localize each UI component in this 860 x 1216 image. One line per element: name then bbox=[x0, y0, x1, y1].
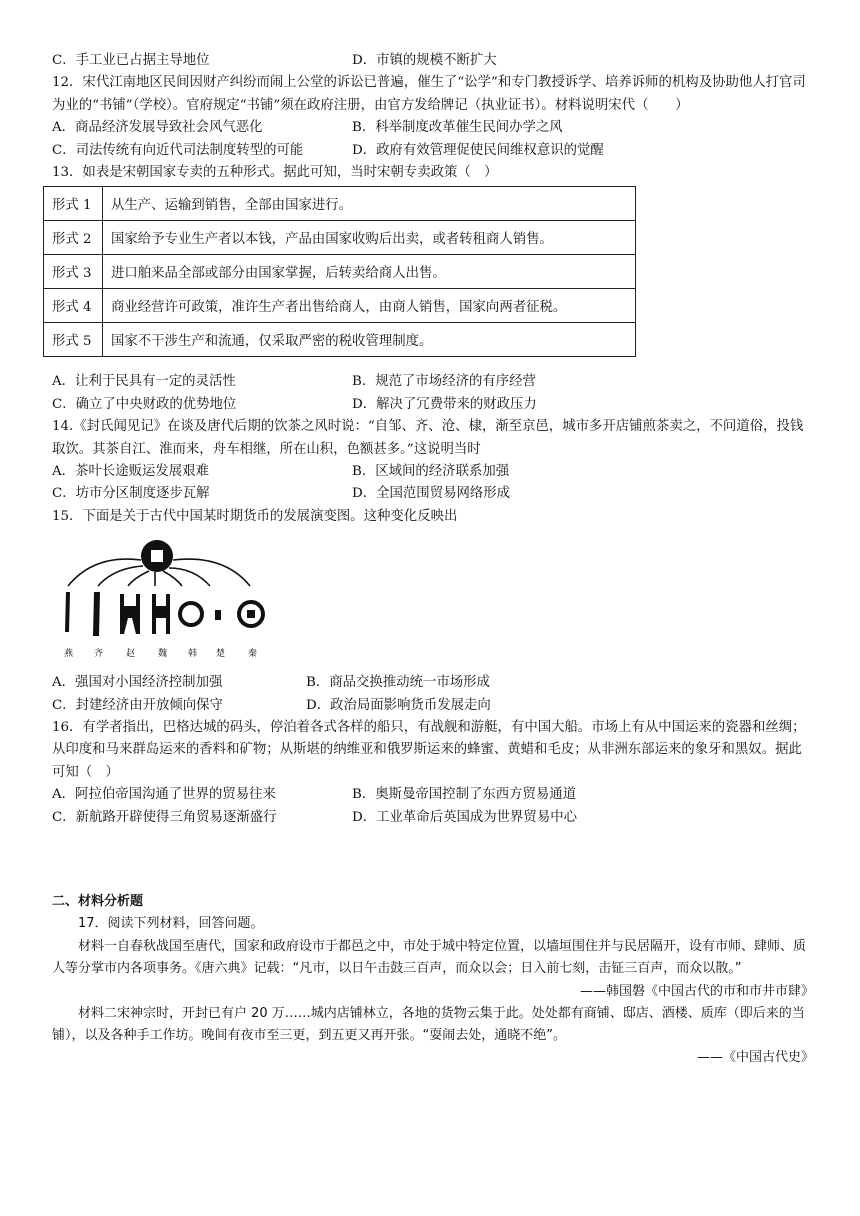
q15-option-c[interactable]: C．封建经济由开放倾向保守 bbox=[52, 697, 223, 713]
qi-knife-coin bbox=[93, 592, 100, 636]
q12-option-c[interactable]: C．司法传统有向近代司法制度转型的可能 bbox=[52, 142, 304, 158]
q14-options-row2 bbox=[52, 483, 814, 505]
yan-knife-coin bbox=[65, 592, 70, 632]
state-label: 燕 bbox=[64, 649, 74, 660]
q15-options-row1 bbox=[52, 672, 814, 694]
q16-option-a[interactable]: A．阿拉伯帝国沟通了世界的贸易往来 bbox=[52, 787, 276, 803]
form-description: 进口舶来品全部或部分由国家掌握，后转卖给商人出售。 bbox=[103, 255, 636, 289]
q11-option-d[interactable]: D．市镇的规模不断扩大 bbox=[352, 53, 497, 68]
table-row bbox=[44, 221, 636, 255]
han-round-coin bbox=[180, 603, 202, 625]
form-label: 形式 1 bbox=[44, 187, 103, 221]
exam-page bbox=[52, 50, 814, 1069]
form-description: 国家给予专业生产者以本钱，产品由国家收购后出卖，或者转租商人销售。 bbox=[103, 221, 636, 255]
material-1-source: ——韩国磐《中国古代的市和市井市肆》 bbox=[579, 983, 814, 999]
zhao-spade-coin bbox=[120, 594, 140, 634]
form-description: 商业经营许可政策，准许生产者出售给商人，由商人销售，国家向两者征税。 bbox=[103, 289, 636, 323]
form-label: 形式 4 bbox=[44, 289, 103, 323]
q13-option-b[interactable]: B．规范了市场经济的有序经营 bbox=[352, 374, 536, 390]
q15-option-d[interactable]: D．政治局面影响货币发展走向 bbox=[306, 697, 491, 713]
q12-options-row2 bbox=[52, 140, 814, 162]
q12-options-row1 bbox=[52, 117, 814, 139]
q13-options-row2 bbox=[52, 394, 814, 416]
coin-square-hole bbox=[151, 550, 163, 562]
q12-option-a[interactable]: A．商品经济发展导致社会风气恶化 bbox=[52, 120, 263, 136]
q13-option-a[interactable]: A．让利于民具有一定的灵活性 bbox=[52, 374, 236, 390]
table-row bbox=[44, 289, 636, 323]
q16-stem: 16．有学者指出，巴格达城的码头，停泊着各式各样的船只，有战舰和游艇，有中国大船。市场上有从中国运来的瓷器和丝绸；从印度和马来群岛运来的香料和矿物；从斯堪的纳维亚和俄罗斯运来的蜂蜜、黄蜡和毛皮；从非洲东部运来的象牙和黑奴。据此可知（ ） bbox=[52, 719, 806, 780]
q14-option-c[interactable]: C．坊市分区制度逐步瓦解 bbox=[52, 486, 210, 502]
q15-option-b[interactable]: B．商品交换推动统一市场形成 bbox=[306, 675, 490, 691]
q16-option-d[interactable]: D．工业革命后英国成为世界贸易中心 bbox=[352, 809, 577, 825]
q14-stem: 14.《封氏闻见记》在谈及唐代后期的饮茶之风时说：“自邹、齐、沧、棣，渐至京邑，城市多开店铺煎茶卖之，不问道俗，投钱取饮。其茶自江、淮而来，舟车相继，所在山积，色额甚多。”这说明当时 bbox=[52, 419, 804, 457]
table-row bbox=[44, 255, 636, 289]
q14-options-row1 bbox=[52, 461, 814, 483]
material-2-source: ——《中国古代史》 bbox=[696, 1050, 814, 1066]
form-description: 国家不干涉生产和流通，仅采取严密的税收管理制度。 bbox=[103, 323, 636, 357]
q13-option-c[interactable]: C．确立了中央财政的优势地位 bbox=[52, 396, 237, 412]
material-2: 材料二宋神宗时，开封已有户 20 万……城内店铺林立，各地的货物云集于此。处处都有商铺、邸店、酒楼、质库（即后来的当铺），以及各种手工作坊。晚间有夜市至三更，到五更又再开张。“耍闹去处，通晓不绝”。 bbox=[52, 1005, 805, 1043]
currency-evolution-figure bbox=[54, 534, 274, 666]
form-label: 形式 5 bbox=[44, 323, 103, 357]
table-row bbox=[44, 323, 636, 357]
q17-stem: 17．阅读下列材料，回答问题。 bbox=[78, 916, 264, 932]
state-label: 齐 bbox=[94, 649, 104, 660]
form-label: 形式 2 bbox=[44, 221, 103, 255]
q13-monopoly-table bbox=[43, 186, 636, 357]
q13-options-row1 bbox=[52, 371, 814, 393]
q12-option-b[interactable]: B．科举制度改革催生民间办学之风 bbox=[352, 120, 563, 136]
q13-option-d[interactable]: D．解决了冗费带来的财政压力 bbox=[352, 396, 537, 412]
section-title: 二、材料分析题 bbox=[52, 893, 144, 909]
q16-options-row2 bbox=[52, 807, 814, 829]
q11-options bbox=[52, 50, 814, 72]
table-row bbox=[44, 187, 636, 221]
q15-option-a[interactable]: A．强国对小国经济控制加强 bbox=[52, 675, 223, 691]
form-description: 从生产、运输到销售，全部由国家进行。 bbox=[103, 187, 636, 221]
q16-options-row1 bbox=[52, 784, 814, 806]
q14-option-d[interactable]: D．全国范围贸易网络形成 bbox=[352, 486, 511, 502]
q14-option-b[interactable]: B．区域间的经济联系加强 bbox=[352, 463, 510, 479]
q14-option-a[interactable]: A．茶叶长途贩运发展艰难 bbox=[52, 463, 209, 479]
state-label: 韩 bbox=[188, 649, 198, 660]
state-label: 秦 bbox=[248, 649, 258, 660]
material-1: 材料一自春秋战国至唐代，国家和政府设市于都邑之中，市处于城中特定位置，以墙垣围住并与民居隔开，设有市师、肆师、质人等分掌市内各项事务。《唐六典》记载：“凡市，以日午击鼓三百声，而众以会；日入前七刻，击钲三百声，而众以散。” bbox=[52, 938, 807, 977]
chu-ant-nose-coin bbox=[215, 610, 221, 620]
currency-evolution-diagram bbox=[54, 534, 274, 666]
state-label: 楚 bbox=[216, 649, 226, 660]
wei-spade-coin bbox=[152, 594, 170, 634]
q13-stem: 13．如表是宋朝国家专卖的五种形式。据此可知，当时宋朝专卖政策（ ） bbox=[52, 164, 498, 180]
q16-option-c[interactable]: C．新航路开辟使得三角贸易逐渐盛行 bbox=[52, 809, 277, 825]
state-label: 魏 bbox=[158, 649, 168, 660]
form-label: 形式 3 bbox=[44, 255, 103, 289]
q12-stem: 12．宋代江南地区民间因财产纠纷而闹上公堂的诉讼已普遍，催生了“讼学”和专门教授诉学、培养诉师的机构及协助他人打官司为业的“书铺”（学校）。官府规定“书铺”须在政府注册，由官方发给牌记（执业证书）。材料说明宋代（ ） bbox=[52, 75, 806, 113]
state-label: 赵 bbox=[126, 649, 136, 660]
q15-stem: 15．下面是关于古代中国某时期货币的发展演变图。这种变化反映出 bbox=[52, 508, 458, 524]
q16-option-b[interactable]: B．奥斯曼帝国控制了东西方贸易通道 bbox=[352, 787, 577, 803]
q12-option-d[interactable]: D．政府有效管理促使民间维权意识的觉醒 bbox=[352, 142, 604, 158]
q15-options-row2 bbox=[52, 695, 814, 717]
q11-option-c[interactable]: C．手工业已占据主导地位 bbox=[52, 53, 210, 68]
